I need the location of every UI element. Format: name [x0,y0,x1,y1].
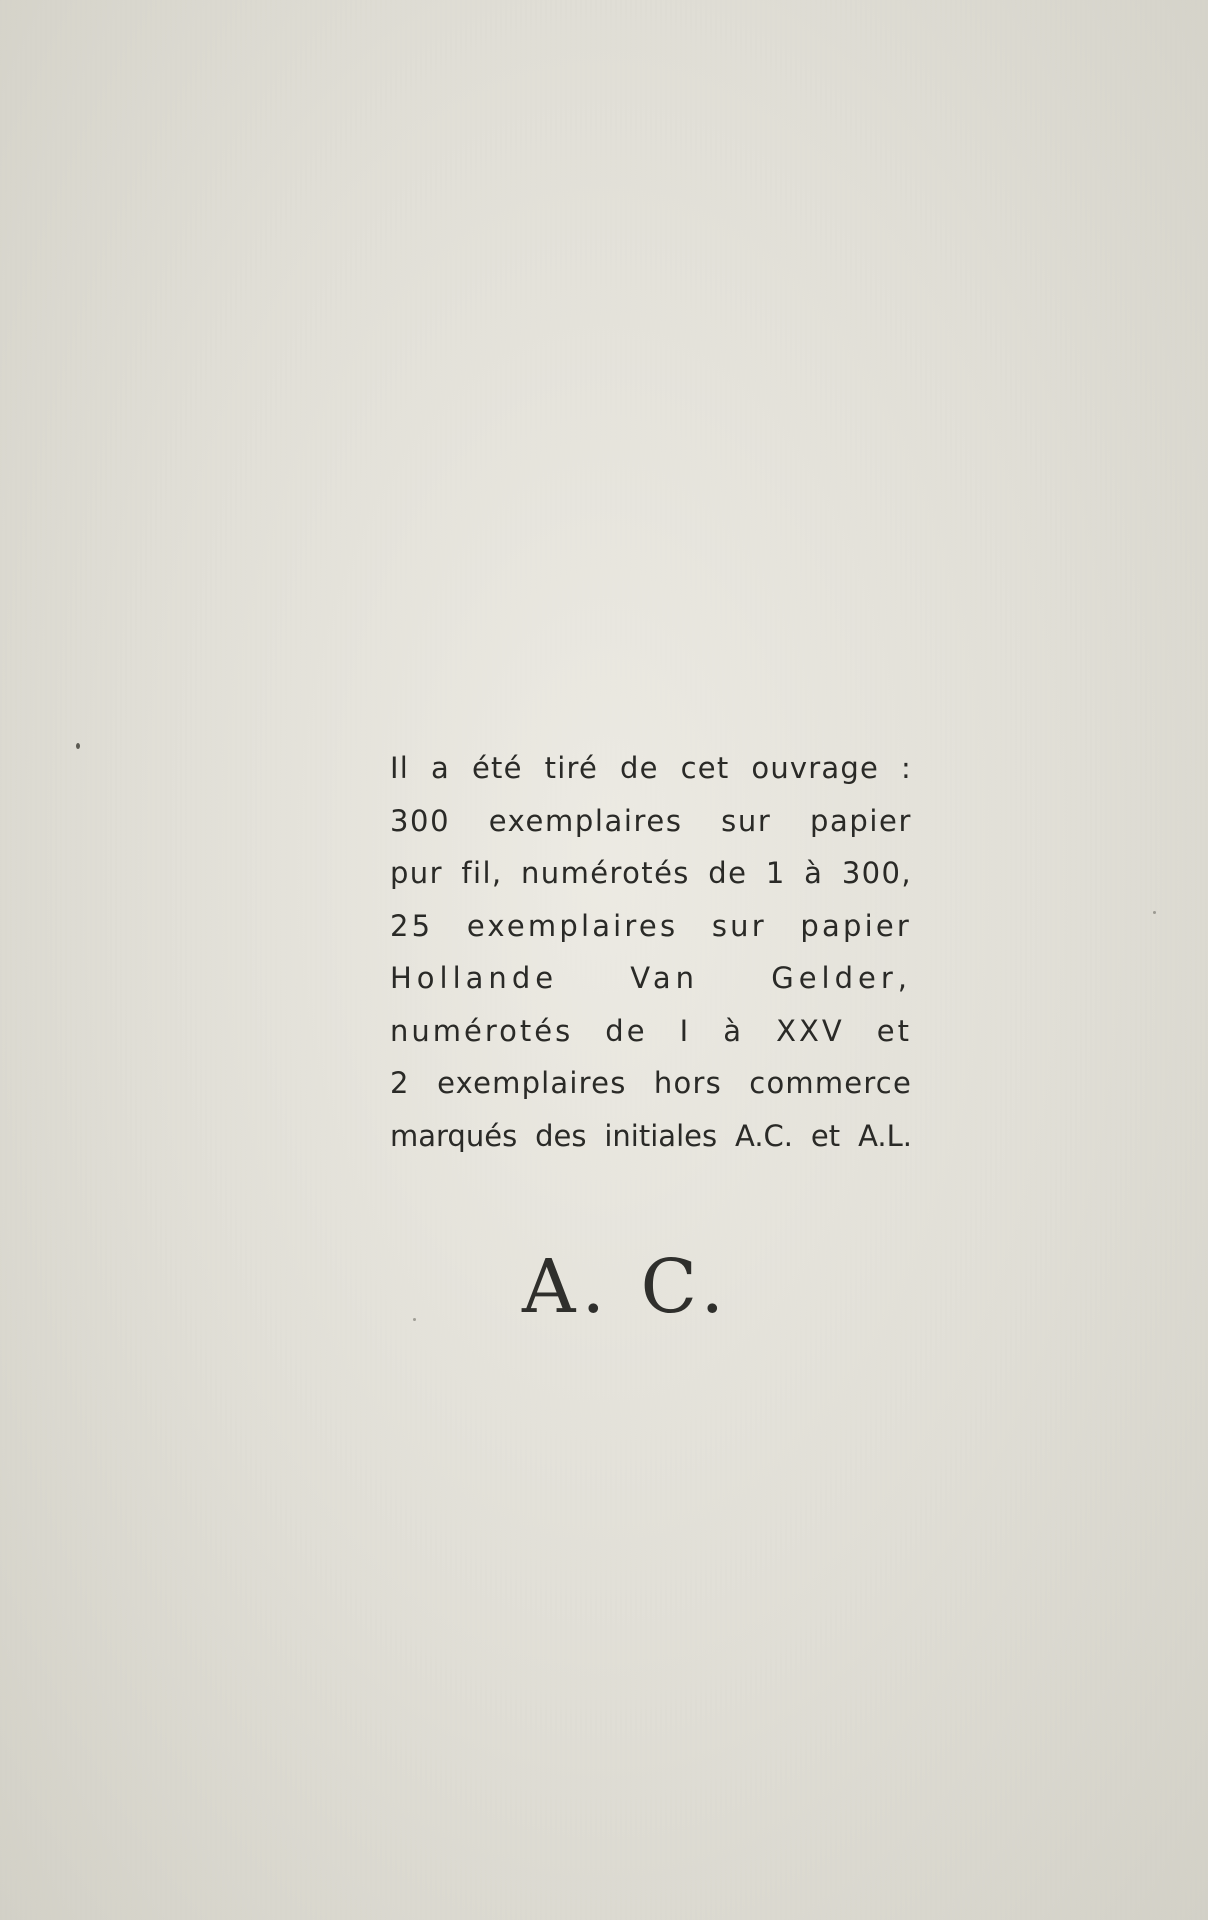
colophon-line: marqués des initiales A.C. et A.L. [390,1118,912,1153]
colophon-line: Il a été tiré de cet ouvrage : [390,751,912,785]
paper-speck [76,743,80,749]
colophon-line: 300 exemplaires sur papier [390,803,912,838]
colophon-line: numérotés de I à XXV et [390,1013,912,1048]
colophon-line: Hollande Van Gelder, [390,961,912,995]
copy-initials: A. C. [522,1244,730,1330]
colophon-justification [390,742,912,1162]
paper-speck [1153,911,1156,914]
colophon-line: pur fil, numérotés de 1 à 300, [390,856,912,890]
colophon-line: 2 exemplaires hors commerce [390,1066,912,1100]
colophon-line: 25 exemplaires sur papier [390,908,912,943]
